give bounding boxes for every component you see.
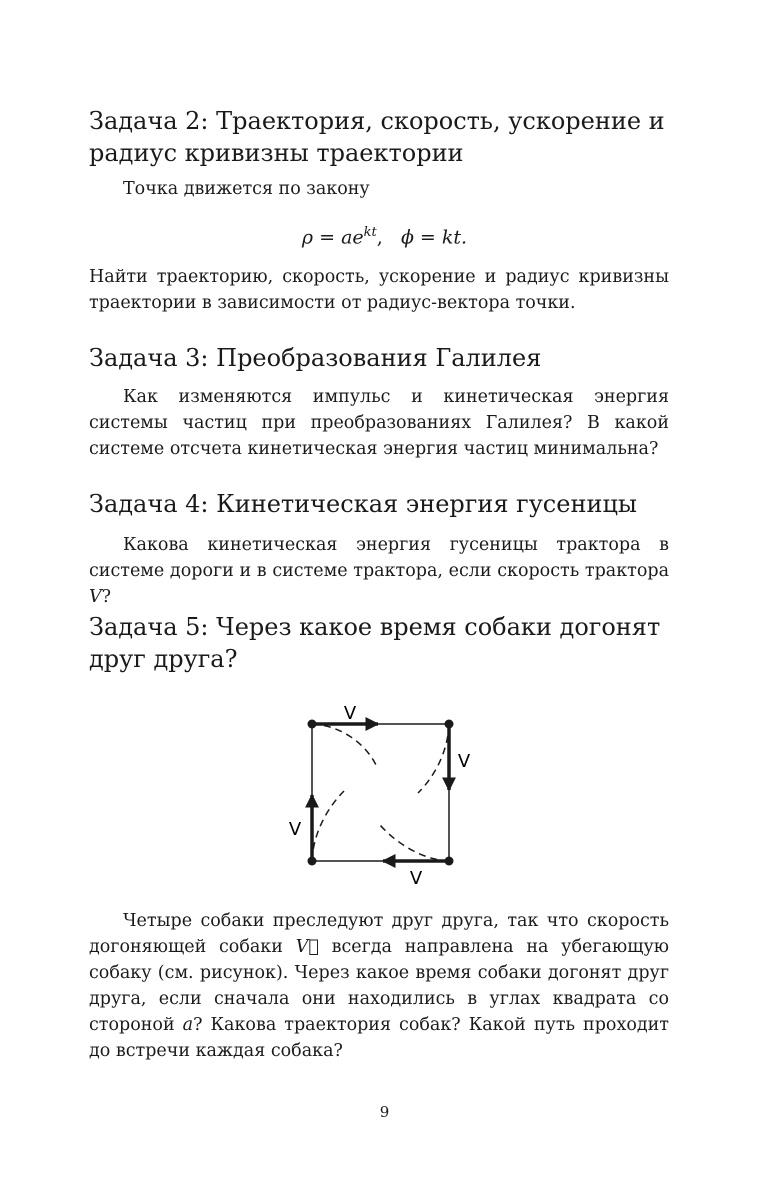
dog-dot-top-left	[308, 720, 317, 729]
dog-dot-bottom-right	[445, 857, 454, 866]
vec-v: V⃗	[295, 937, 319, 957]
trajectory-top-right	[418, 724, 449, 793]
formula-rho-exponent: kt	[363, 225, 377, 240]
problem-4-text	[89, 532, 669, 610]
velocity-label-left: V	[288, 819, 302, 840]
problem-2-text: Найти траекторию, скорость, ускорение и радиус кривизны траектории в зависимости от радиус-вектора точки.	[89, 267, 669, 313]
problem-3-heading: Задача 3: Преобразования Галилея	[89, 344, 542, 372]
velocity-label-top: V	[343, 703, 357, 724]
problem-5-heading: Задача 5: Через какое время собаки догонят друг друга?	[89, 613, 661, 673]
page-number: 9	[379, 1103, 390, 1121]
problem-2-formula	[0, 220, 769, 250]
problem-2-heading: Задача 2: Траектория, скорость, ускорение и радиус кривизны траектории	[89, 107, 665, 167]
var-v: V	[89, 587, 102, 607]
problem-4-text-end: ?	[101, 587, 112, 607]
dog-dot-top-right	[445, 720, 454, 729]
problem-5-text-c: ? Какова траектория собак? Какой путь проходит до встречи каждая собака?	[89, 1015, 669, 1061]
problem-5-text	[89, 908, 669, 1064]
formula-phi: ϕ = kt.	[400, 226, 468, 249]
problem-4-heading: Задача 4: Кинетическая энергия гусеницы	[89, 490, 637, 518]
velocity-label-bottom: V	[409, 868, 423, 889]
problem-3-text: Как изменяются импульс и кинетическая энергия системы частиц при преобразованиях Галилея? В какой системе отсчета кинетическая энергия частиц минимальна?	[89, 387, 669, 459]
velocity-label-right: V	[457, 751, 471, 772]
trajectory-bottom-left	[312, 791, 344, 861]
square-outline	[312, 724, 449, 861]
formula-separator: ,	[376, 226, 383, 249]
problem-5-text-b: всегда направлена на убегающую собаку (см. рисунок). Через какое время собаки догонят друг друга, если сначала они находились в углах квадрата со стороной	[89, 937, 670, 1035]
trajectory-bottom-right	[380, 825, 449, 861]
trajectory-top-left	[312, 724, 376, 765]
var-a: a	[182, 1015, 194, 1035]
problem-2-intro: Точка движется по закону	[123, 179, 370, 199]
problem-4-text-start: Какова кинетическая энергия гусеницы трактора в системе дороги и в системе трактора, если скорость трактора	[89, 535, 669, 581]
dog-dot-bottom-left	[308, 857, 317, 866]
dogs-square-figure	[278, 695, 490, 895]
problem-5-text-a: Четыре собаки преследуют друг друга, так что скорость догоняющей собаки	[89, 911, 669, 957]
formula-rho: ρ = ae	[301, 226, 364, 249]
